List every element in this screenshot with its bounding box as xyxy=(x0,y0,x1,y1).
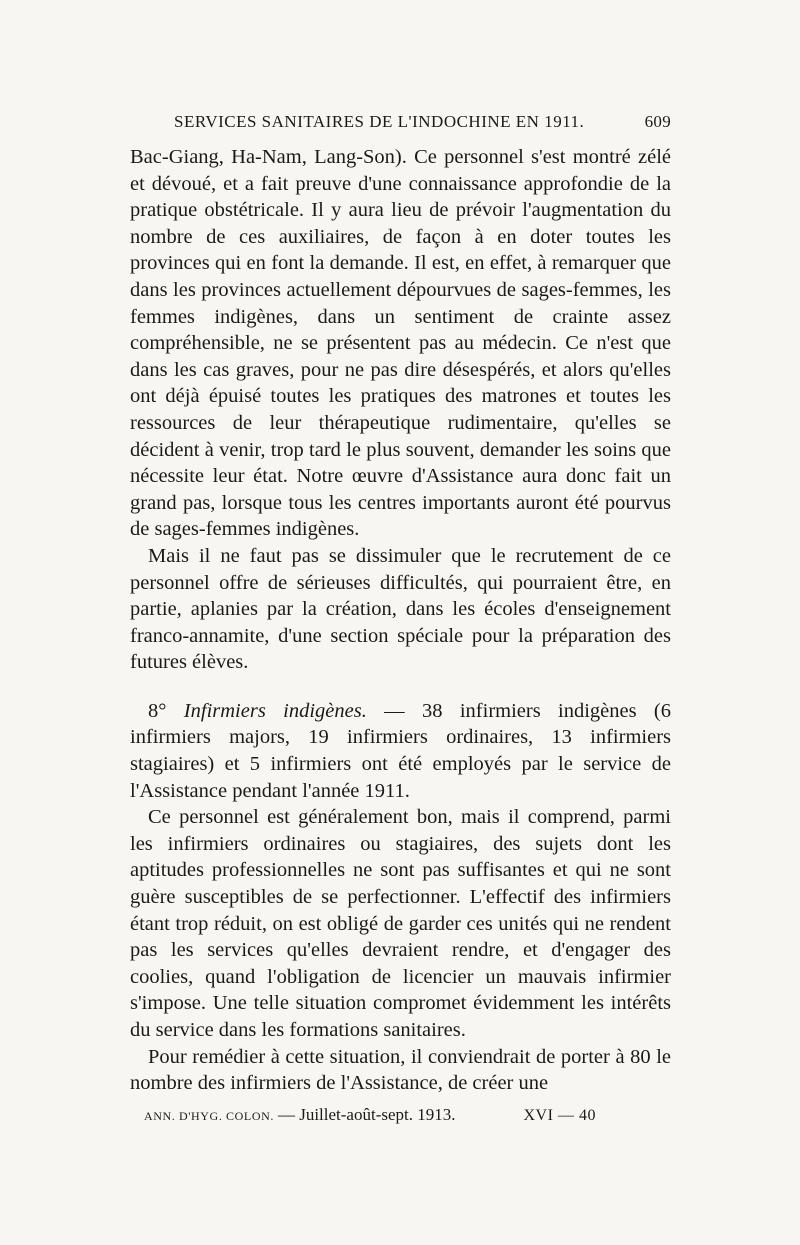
paragraph-continued: Bac-Giang, Ha-Nam, Lang-Son). Ce personnel s'est montré zélé et dévoué, et a fait preuve d'une connaissance approfondie de la pratique obstétricale. Il y aura lieu de prévoir l'augmentation du nombre de ces auxiliaires, de façon à en doter toutes les provinces qui en font la demande. Il est, en effet, à remarquer que dans les provinces actuellement dépourvues de sages-femmes, les femmes indigènes, dans un sentiment de crainte assez compréhensible, ne se présentent pas au médecin. Ce n'est que dans les cas graves, pour ne pas dire désespérés, et alors qu'elles ont déjà épuisé toutes les pratiques des matrones et toutes les ressources de leur thérapeutique rudimentaire, qu'elles se décident à venir, trop tard le plus souvent, demander les soins que nécessite leur état. Notre œuvre d'Assistance aura donc fait un grand pas, lorsque tous les centres importants auront été pourvus de sages-femmes indigènes. xyxy=(130,146,671,541)
page xyxy=(130,112,671,1125)
page-footer xyxy=(130,1105,671,1125)
issue-date: — Juillet-août-sept. 1913. xyxy=(277,1104,456,1124)
paragraph-remedy: Pour remédier à cette situation, il conviendrait de porter à 80 le nombre des infirmiers de l'Assistance, de créer une xyxy=(130,1045,671,1095)
journal-abbreviation: ANN. D'HYG. COLON. xyxy=(144,1108,274,1123)
paragraph-recruitment: Mais il ne faut pas se dissimuler que le recrutement de ce personnel offre de sérieuses difficultés, qui pourraient être, en partie, aplanies par la création, dans les écoles d'enseignement franco-annamite, d'une section spéciale pour la préparation des futures élèves. xyxy=(130,544,671,674)
body-text xyxy=(130,144,671,1097)
running-head xyxy=(130,112,671,132)
section-heading: Infirmiers indigènes. xyxy=(183,699,367,722)
section-intro: — 38 infirmiers indigènes (6 infirmiers majors, 19 infirmiers ordinaires, 13 infirmiers stagiaires) et 5 infirmiers ont été employés par le service de l'Assistance pendant l'année 1911. xyxy=(130,699,672,802)
paragraph-personnel: Ce personnel est généralement bon, mais il comprend, parmi les infirmiers ordinaires ou stagiaires, des sujets dont les aptitudes professionnelles ne sont pas suffisantes et qui ne sont guère susceptibles de se perfectionner. L'effectif des infirmiers étant trop réduit, on est obligé de garder ces unités qui ne rendent pas les services qu'elles devraient rendre, et d'engager des coolies, quand l'obligation de licencier un mauvais infirmier s'impose. Une telle situation compromet évidemment les intérêts du service dans les formations sanitaires. xyxy=(130,806,671,1041)
page-number: 609 xyxy=(644,112,671,131)
running-title: SERVICES SANITAIRES DE L'INDOCHINE EN 1911. xyxy=(174,112,585,131)
printer-signature: XVI — 40 xyxy=(523,1106,596,1124)
section-infirmiers xyxy=(130,698,671,804)
section-number: 8° xyxy=(148,699,167,722)
